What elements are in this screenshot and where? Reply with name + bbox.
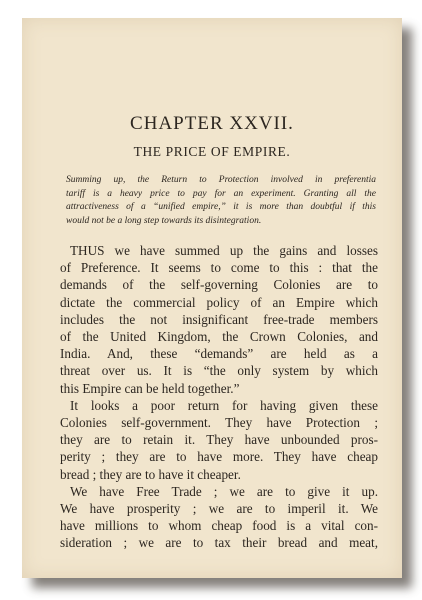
body-line: demands of the self-governing Colonies are to (60, 277, 378, 293)
body-line: bread ; they are to have it cheaper. (60, 466, 241, 482)
body-line: of Preference. It seems to come to this : that the (60, 260, 378, 276)
body-line: Colonies self-government. They have Protection ; (60, 415, 378, 431)
summary-line: attractiveness of a “unified empire,” it is more than doubtful if this (66, 202, 376, 212)
chapter-summary (66, 174, 376, 228)
summary-line: would not be a long step towards its disintegration. (66, 215, 262, 226)
body-line: We have Free Trade ; we are to give it up. (70, 483, 378, 499)
body-line: of the United Kingdom, the Crown Colonies, and (60, 329, 378, 345)
body-line: threat over us. It is “the only system by which (60, 363, 378, 379)
body-line: We have prosperity ; we are to imperil it. We (60, 501, 378, 517)
body-line: this Empire can be held together.” (60, 380, 240, 396)
body-line: perity ; they are to have more. They have cheap (60, 449, 378, 465)
summary-line: Summing up, the Return to Protection involved in preferentia (66, 175, 376, 185)
body-line: have millions to whom cheap food is a vital con- (60, 518, 378, 534)
body-line: includes the not insignificant free-trade members (60, 311, 378, 327)
body-line: India. And, these “demands” are held as a (60, 346, 378, 362)
summary-line: tariff is a heavy price to pay for an experiment. Granting all the (66, 188, 376, 199)
body-line: dictate the commercial policy of an Empire which (60, 294, 378, 310)
body-line: THUS we have summed up the gains and losses (70, 243, 378, 258)
chapter-title: THE PRICE OF EMPIRE. (133, 144, 291, 159)
body-line: sideration ; we are to tax their bread and meat, (60, 535, 378, 551)
book-page (22, 18, 402, 578)
chapter-heading: CHAPTER XXVII. (130, 113, 294, 134)
body-text (60, 242, 378, 552)
body-line: It looks a poor return for having given these (70, 397, 378, 413)
body-line: they are to retain it. They have unbounded pros- (60, 432, 378, 448)
